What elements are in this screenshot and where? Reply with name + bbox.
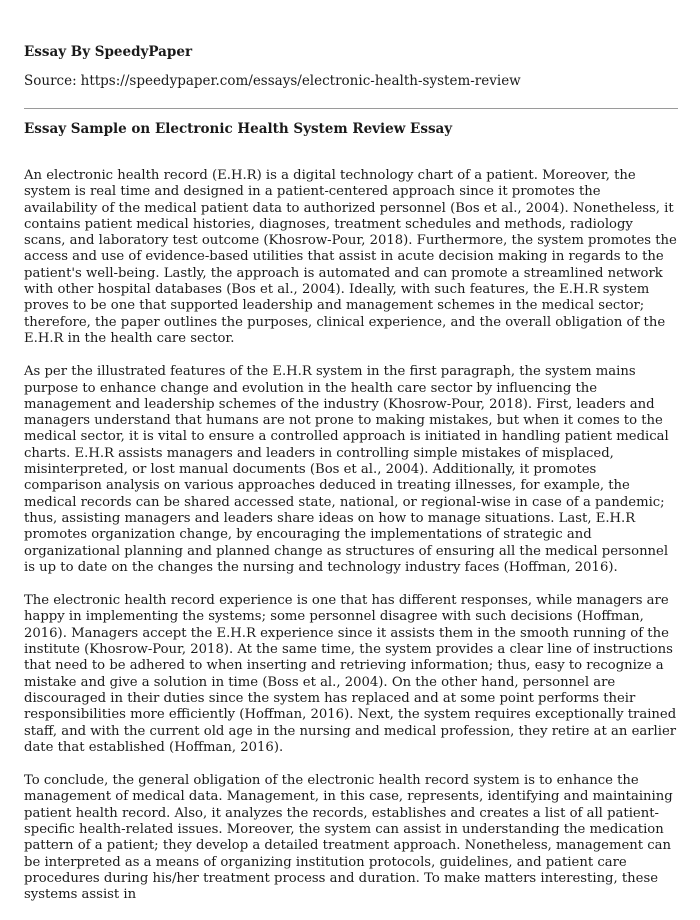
essay-paragraph: An electronic health record (E.H.R) is a digital technology chart of a patient. Moreover, the system is real time and designed in a patient-centered approach since it promotes the availability of the medical patient data to authorized personnel (Bos et al., 2004). Nonetheless, it contains patient medical histories, diagnoses, treatment schedules and methods, radiology scans, and laboratory test outcome (Khosrow-Pour, 2018). Furthermore, the system promotes the access and use of evidence-based utilities that assist in acute decision making in regards to the patient's well-being. Lastly, the approach is automated and can promote a streamlined network with other hospital databases (Bos et al., 2004). Ideally, with such features, the E.H.R system proves to be one that supported leadership and management schemes in the medical sector; therefore, the paper outlines the purposes, clinical experience, and the overall obligation of the E.H.R in the health care sector. <box>24 168 677 346</box>
header-divider <box>24 108 678 109</box>
source-url[interactable]: https://speedypaper.com/essays/electronic-health-system-review <box>80 73 521 89</box>
essay-paragraph: As per the illustrated features of the E.H.R system in the first paragraph, the system mains purpose to enhance change and evolution in the health care sector by influencing the management and leadership schemes of the industry (Khosrow-Pour, 2018). First, leaders and managers understand that humans are not prone to making mistakes, but when it comes to the medical sector, it is vital to ensure a controlled approach is initiated in handling patient medical charts. E.H.R assists managers and leaders in controlling simple mistakes of misplaced, misinterpreted, or lost manual documents (Bos et al., 2004). Additionally, it promotes comparison analysis on various approaches deduced in treating illnesses, for example, the medical records can be shared accessed state, national, or regional-wise in case of a pandemic; thus, assisting managers and leaders share ideas on how to manage situations. Last, E.H.R promotes organization change, by encouraging the implementations of strategic and organizational planning and planned change as structures of ensuring all the medical personnel is up to date on the changes the nursing and technology industry faces (Hoffman, 2016). <box>24 364 669 575</box>
essay-paragraph: To conclude, the general obligation of the electronic health record system is to enhance the management of medical data. Management, in this case, represents, identifying and maintaining patient health record. Also, it analyzes the records, establishes and creates a list of all patient-specific health-related issues. Moreover, the system can assist in understanding the medication pattern of a patient; they develop a detailed treatment approach. Nonetheless, management can be interpreted as a means of organizing institution protocols, guidelines, and patient care procedures during his/her treatment process and duration. To make matters interesting, these systems assist in <box>24 773 673 903</box>
essay-body <box>24 168 678 920</box>
source-label: Source: <box>24 73 77 89</box>
essay-paragraph: The electronic health record experience is one that has different responses, while managers are happy in implementing the systems; some personnel disagree with such decisions (Hoffman, 2016). Managers accept the E.H.R experience since it assists them in the smooth running of the institute (Khosrow-Pour, 2018). At the same time, the system provides a clear line of instructions that need to be adhered to when inserting and retrieving information; thus, easy to recognize a mistake and give a solution in time (Boss et al., 2004). On the other hand, personnel are discouraged in their duties since the system has replaced and at some point performs their responsibilities more efficiently (Hoffman, 2016). Next, the system requires exceptionally trained staff, and with the current old age in the nursing and medical profession, they retire at an earlier date that established (Hoffman, 2016). <box>24 593 677 755</box>
site-title: Essay By SpeedyPaper <box>24 44 193 60</box>
source-line <box>24 73 521 89</box>
essay-title: Essay Sample on Electronic Health System Review Essay <box>24 121 453 137</box>
